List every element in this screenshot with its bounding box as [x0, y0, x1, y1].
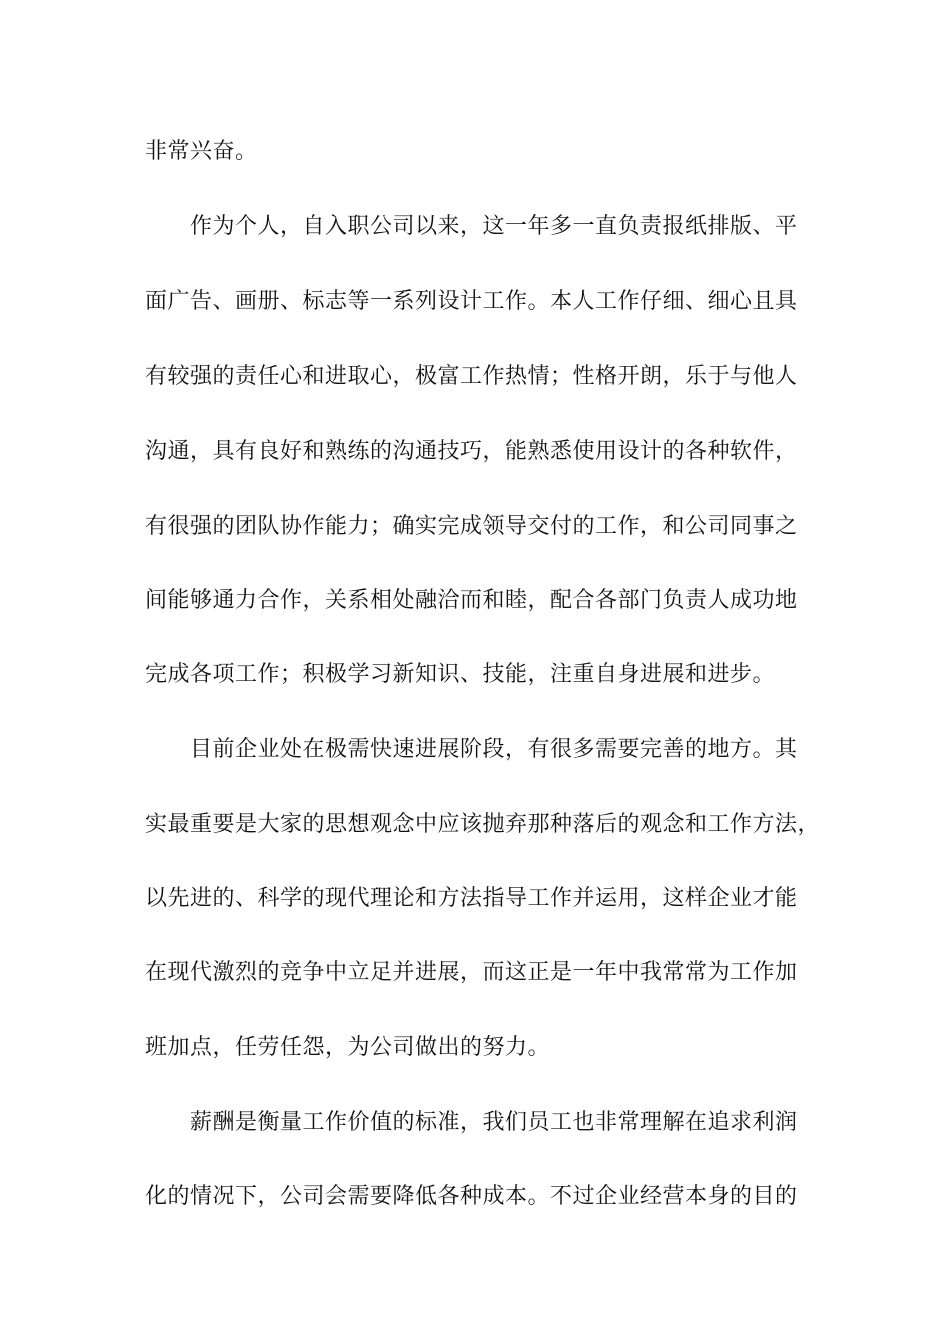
- text-line: 间能够通力合作，关系相处融洽而和睦，配合各部门负责人成功地: [145, 588, 798, 613]
- text-line: 沟通，具有良好和熟练的沟通技巧，能熟悉使用设计的各种软件，: [145, 439, 798, 464]
- paragraph-start-line: 作为个人，自入职公司以来，这一年多一直负责报纸排版、平: [190, 214, 798, 239]
- text-line: 以先进的、科学的现代理论和方法指导工作并运用，这样企业才能: [145, 886, 798, 911]
- paragraph-start-line: 薪酬是衡量工作价值的标准，我们员工也非常理解在追求利润: [190, 1110, 798, 1135]
- text-line: 完成各项工作；积极学习新知识、技能，注重自身进展和进步。: [145, 662, 776, 687]
- text-line: 实最重要是大家的思想观念中应该抛弃那种落后的观念和工作方法，: [145, 812, 821, 837]
- text-line: 有很强的团队协作能力；确实完成领导交付的工作，和公司同事之: [145, 514, 798, 539]
- paragraph-start-line: 目前企业处在极需快速进展阶段，有很多需要完善的地方。其: [190, 737, 798, 762]
- text-line: 面广告、画册、标志等一系列设计工作。本人工作仔细、细心且具: [145, 289, 798, 314]
- text-line: 化的情况下，公司会需要降低各种成本。不过企业经营本身的目的: [145, 1184, 798, 1209]
- text-line: 班加点，任劳任怨，为公司做出的努力。: [145, 1035, 551, 1060]
- text-line: 在现代激烈的竞争中立足并进展，而这正是一年中我常常为工作加: [145, 960, 798, 985]
- text-line: 非常兴奋。: [145, 139, 258, 164]
- text-line: 有较强的责任心和进取心，极富工作热情；性格开朗，乐于与他人: [145, 364, 798, 389]
